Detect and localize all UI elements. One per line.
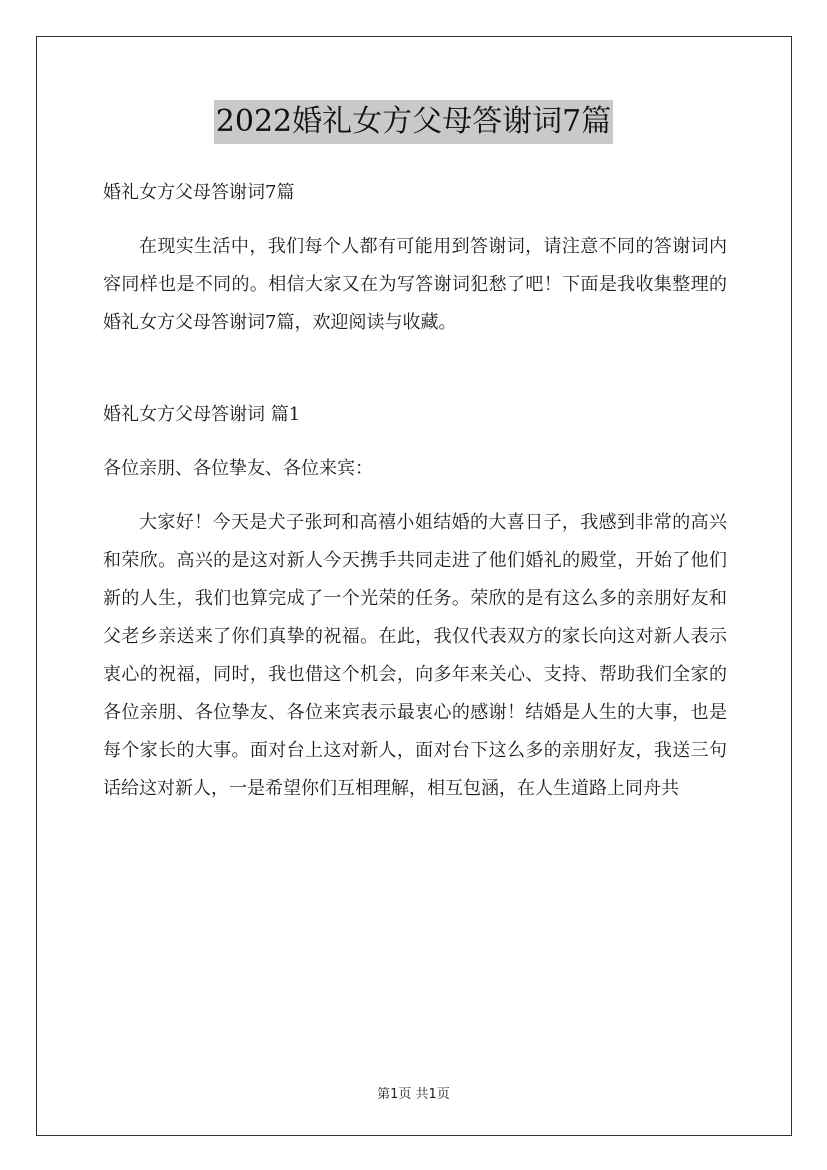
- page-footer: 第1页 共1页: [377, 1087, 450, 1102]
- section-heading: 婚礼女方父母答谢词 篇1: [103, 404, 301, 425]
- intro-paragraph: 在现实生活中，我们每个人都有可能用到答谢词，请注意不同的答谢词内容同样也是不同的。相信大家又在为写答谢词犯愁了吧！下面是我收集整理的婚礼女方父母答谢词7篇，欢迎阅读与收藏。: [103, 236, 727, 333]
- body-paragraph: 大家好！今天是犬子张珂和高禧小姐结婚的大喜日子，我感到非常的高兴和荣欣。高兴的是这对新人今天携手共同走进了他们婚礼的殿堂，开始了他们新的人生，我们也算完成了一个光荣的任务。荣欣的是有这么多的亲朋好友和父老乡亲送来了你们真挚的祝福。在此，我仅代表双方的家长向这对新人表示衷心的祝福，同时，我也借这个机会，向多年来关心、支持、帮助我们全家的各位亲朋、各位挚友、各位来宾表示最衷心的感谢！结婚是人生的大事，也是每个家长的大事。面对台上这对新人，面对台下这么多的亲朋好友，我送三句话给这对新人，一是希望你们互相理解，相互包涵，在人生道路上同舟共: [103, 512, 727, 799]
- document-title: 2022婚礼女方父母答谢词7篇: [214, 100, 613, 144]
- document-subtitle: 婚礼女方父母答谢词7篇: [103, 182, 295, 203]
- title-area: [0, 100, 827, 144]
- salutation: 各位亲朋、各位挚友、各位来宾：: [103, 458, 373, 479]
- document-body: [103, 174, 727, 808]
